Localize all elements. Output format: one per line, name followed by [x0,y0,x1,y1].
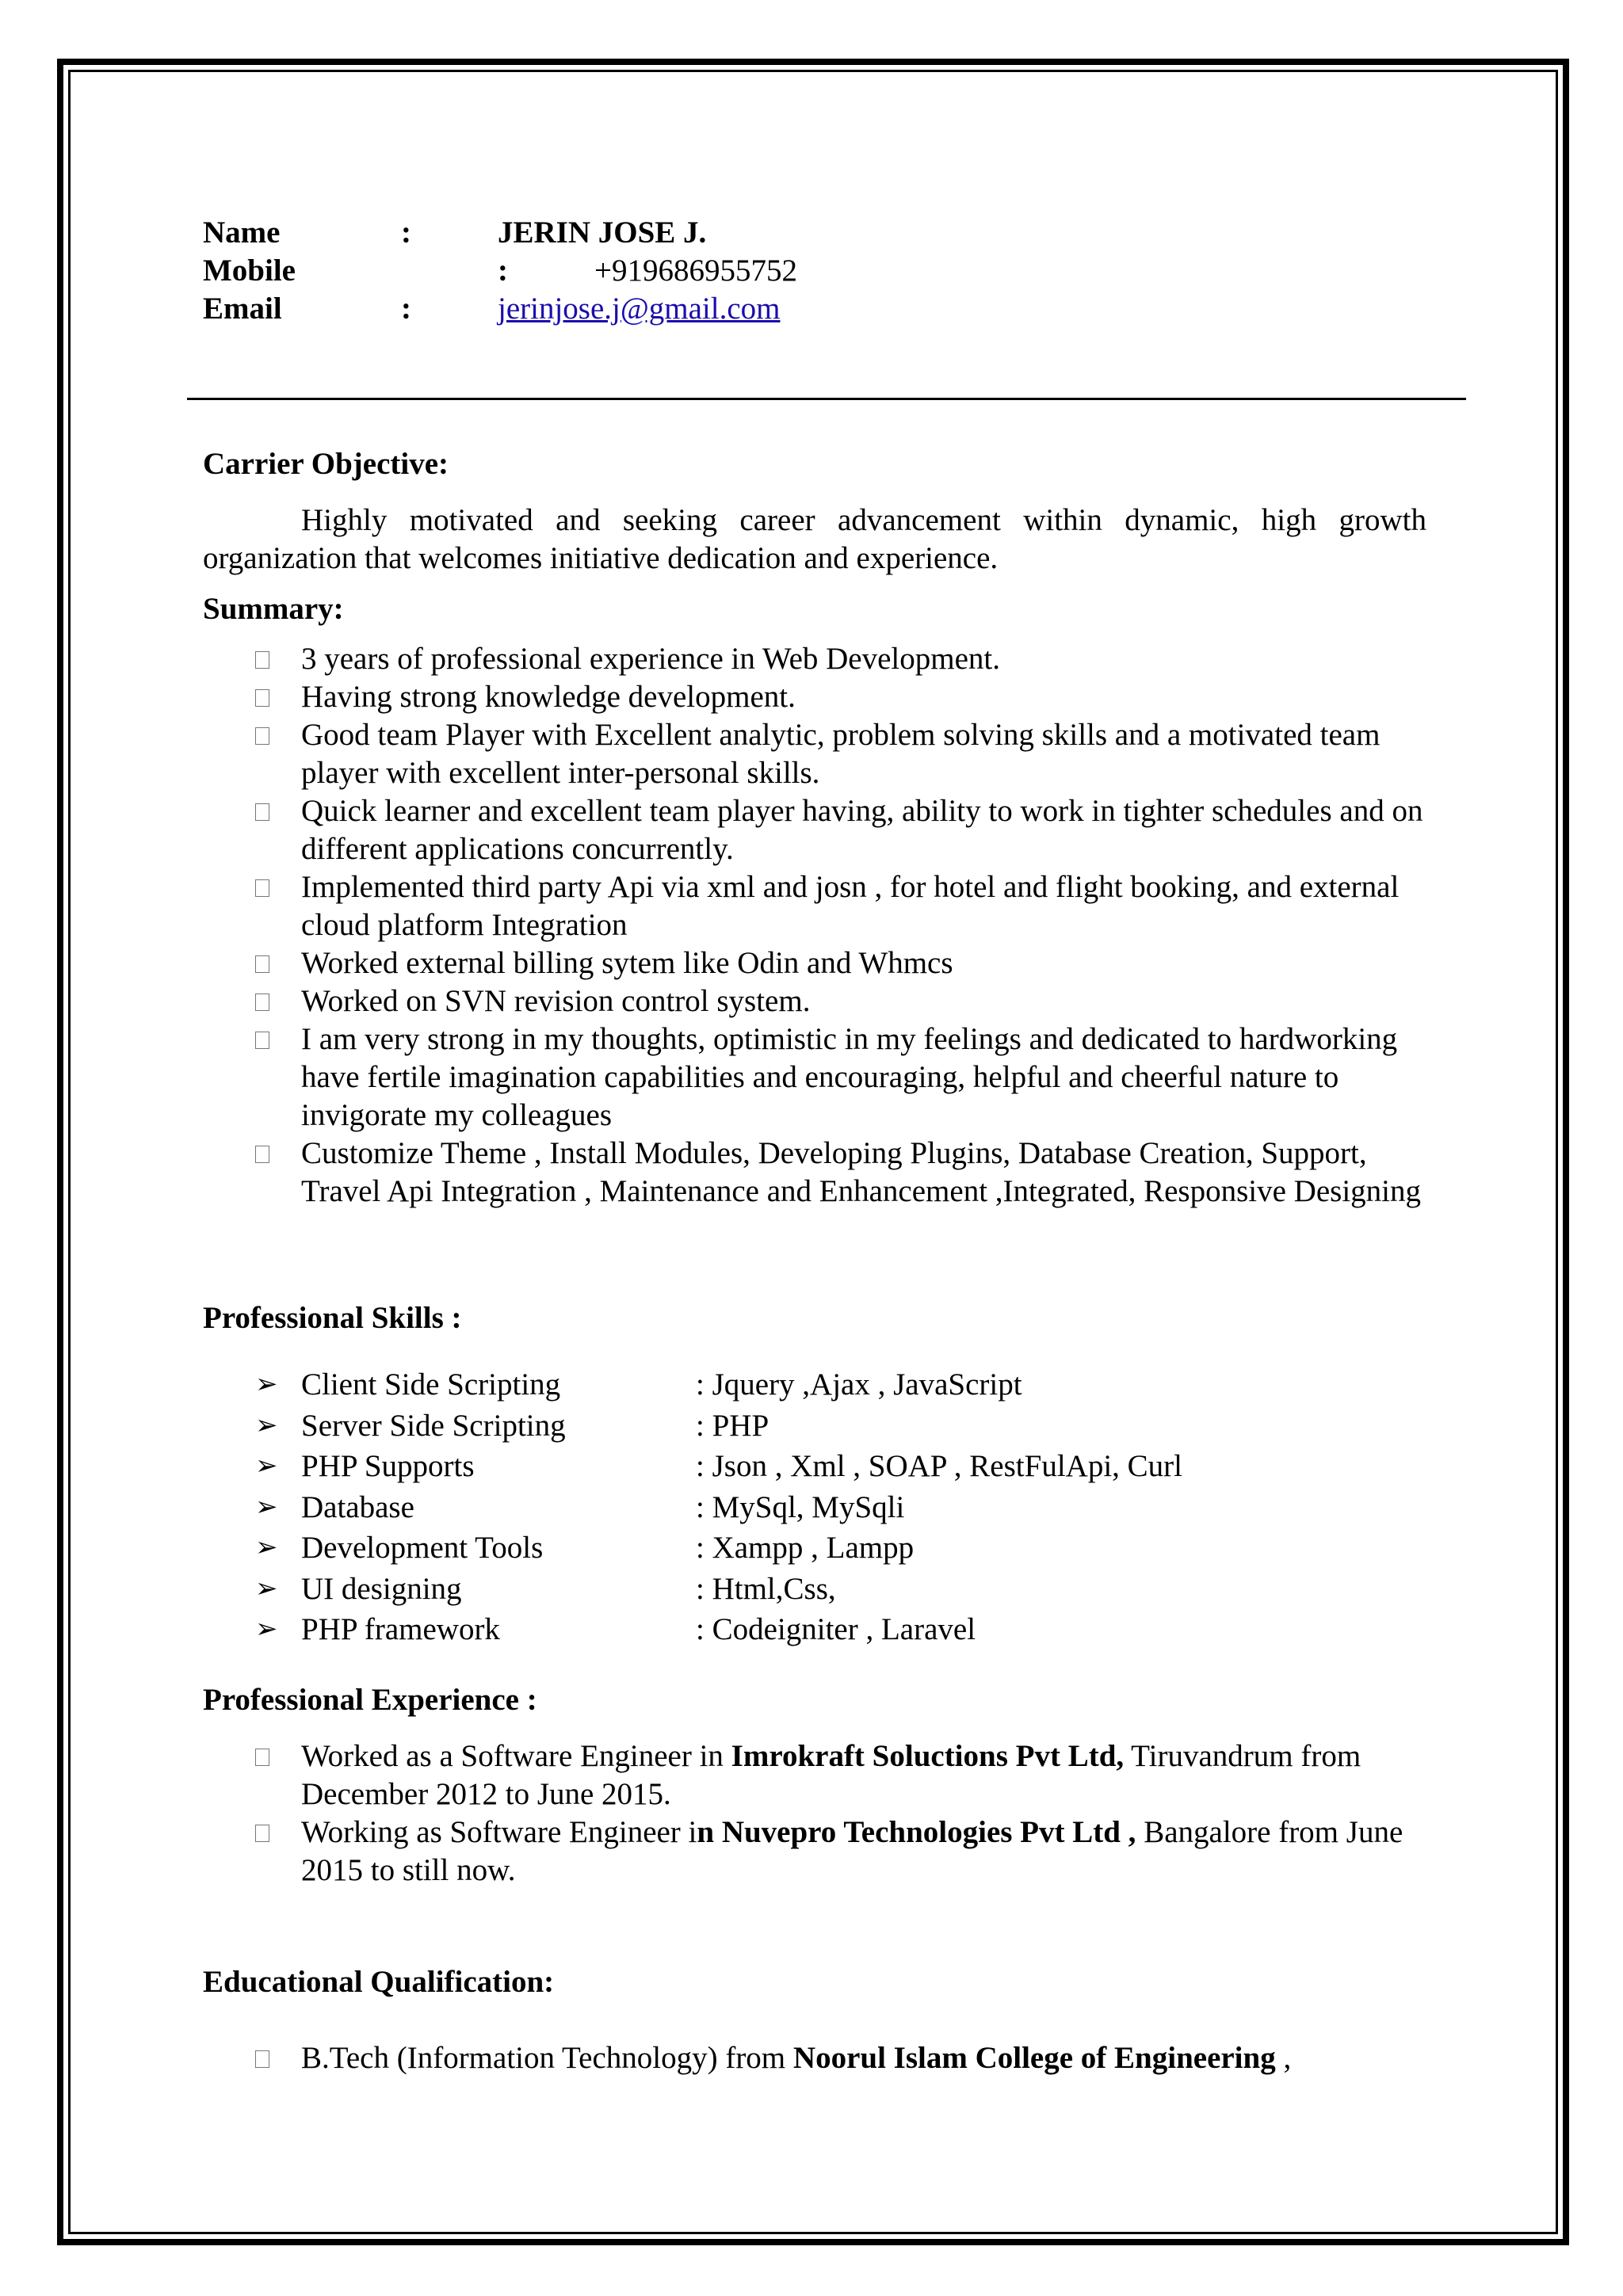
square-bullet-icon [255,1825,269,1842]
education-item [255,2039,1428,2077]
experience-text: Worked as a Software Engineer in [301,1739,731,1773]
summary-item [255,982,1428,1020]
skill-row [255,1446,1365,1487]
summary-item [255,792,1428,868]
experience-company: Imrokraft Soluctions Pvt Ltd, [731,1739,1125,1773]
experience-company: n Nuvepro Technologies Pvt Ltd , [697,1815,1136,1849]
arrow-bullet-icon: ➢ [255,1451,278,1481]
summary-item-text: Implemented third party Api via xml and josn , for hotel and flight booking, and external cloud platform Integration [301,870,1400,942]
email-colon: : [401,292,411,326]
summary-item [255,716,1428,792]
square-bullet-icon [255,651,269,669]
skill-value: : Html,Css, [696,1571,836,1606]
arrow-bullet-icon: ➢ [255,1615,278,1644]
experience-text: Tiruvandrum from December 2012 to June 2015. [301,1739,1361,1811]
summary-item-text: Quick learner and excellent team player having, ability to work in tighter schedules and on different applications concurrently. [301,794,1423,866]
square-bullet-icon [255,955,269,973]
summary-title: Summary: [203,592,344,626]
summary-item-text: 3 years of professional experience in Web Development. [301,642,1000,676]
summary-item-text: Worked on SVN revision control system. [301,984,811,1018]
mobile-label: Mobile [203,254,296,288]
skill-row [255,1609,1365,1650]
summary-item [255,1020,1428,1135]
skill-value: : PHP [696,1408,769,1443]
arrow-bullet-icon: ➢ [255,1370,278,1399]
education-college: Noorul Islam College of Engineering [792,2041,1276,2075]
skill-name: Client Side Scripting [301,1367,561,1402]
skill-value: : Xampp , Lampp [696,1531,915,1565]
summary-item [255,678,1428,716]
skill-name: PHP framework [301,1612,500,1646]
skill-row [255,1569,1365,1610]
skills-list [255,1364,1365,1650]
name-value: JERIN JOSE J. [498,215,707,250]
header-divider [187,398,1466,400]
summary-item [255,1135,1428,1211]
summary-item-text: Having strong knowledge development. [301,680,796,714]
summary-item [255,944,1428,982]
skill-row [255,1405,1365,1447]
summary-list [255,640,1428,1211]
summary-item-text: I am very strong in my thoughts, optimistic in my feelings and dedicated to hardworking have fertile imagination capabilities and encouraging, helpful and cheerful nature to invigorate my colleagues [301,1022,1398,1132]
skill-name: Development Tools [301,1531,544,1565]
square-bullet-icon [255,689,269,707]
square-bullet-icon [255,803,269,821]
name-colon: : [401,215,411,250]
square-bullet-icon [255,1032,269,1049]
objective-body: Highly motivated and seeking career advancement within dynamic, high growth organization that welcomes initiative dedication and experience. [203,503,1426,575]
experience-text: Working as Software Engineer i [301,1815,697,1849]
mobile-value: +919686955752 [594,254,797,288]
skills-title: Professional Skills : [203,1301,462,1335]
contact-header [203,214,1431,328]
square-bullet-icon [255,727,269,745]
email-label: Email [203,292,282,326]
education-text: B.Tech (Information Technology) from [301,2041,793,2075]
objective-text [203,502,1426,578]
experience-title: Professional Experience : [203,1683,537,1717]
skill-value: : MySql, MySqli [696,1489,905,1524]
arrow-bullet-icon: ➢ [255,1533,278,1562]
summary-item-text: Customize Theme , Install Modules, Developing Plugins, Database Creation, Support, Travel Api Integration , Maintenance and Enhancement ,Integrated, Responsive Designing [301,1136,1422,1208]
arrow-bullet-icon: ➢ [255,1573,278,1604]
square-bullet-icon [255,1146,269,1163]
name-label: Name [203,215,281,250]
summary-item [255,868,1428,944]
summary-item-text: Worked external billing sytem like Odin and Whmcs [301,946,953,980]
name-row [203,214,1431,252]
mobile-row [203,252,1431,290]
objective-title: Carrier Objective: [203,447,449,481]
experience-item [255,1814,1428,1890]
education-list [255,2039,1428,2077]
experience-list [255,1737,1428,1890]
summary-item [255,640,1428,678]
mobile-colon: : [498,254,508,288]
skill-name: Server Side Scripting [301,1408,566,1443]
arrow-bullet-icon: ➢ [255,1410,278,1440]
skill-row [255,1527,1365,1569]
experience-text: Bangalore from June 2015 to still now. [301,1815,1403,1887]
experience-item [255,1737,1428,1814]
square-bullet-icon [255,994,269,1011]
skill-row [255,1487,1365,1528]
arrow-bullet-icon: ➢ [255,1492,278,1522]
skill-value: : Jquery ,Ajax , JavaScript [696,1367,1022,1402]
email-row [203,290,1431,328]
square-bullet-icon [255,1749,269,1766]
skill-name: UI designing [301,1571,462,1606]
summary-item-text: Good team Player with Excellent analytic, problem solving skills and a motivated team player with excellent inter-personal skills. [301,718,1381,790]
skill-name: Database [301,1489,414,1524]
square-bullet-icon [255,879,269,897]
skill-value: : Codeigniter , Laravel [696,1612,976,1646]
square-bullet-icon [255,2050,269,2068]
skill-value: : Json , Xml , SOAP , RestFulApi, Curl [696,1449,1182,1483]
email-link[interactable]: jerinjose.j@gmail.com [498,292,781,326]
education-title: Educational Qualification: [203,1965,555,1999]
skill-name: PHP Supports [301,1449,475,1483]
education-text: , [1275,2041,1292,2075]
skill-row [255,1364,1365,1405]
